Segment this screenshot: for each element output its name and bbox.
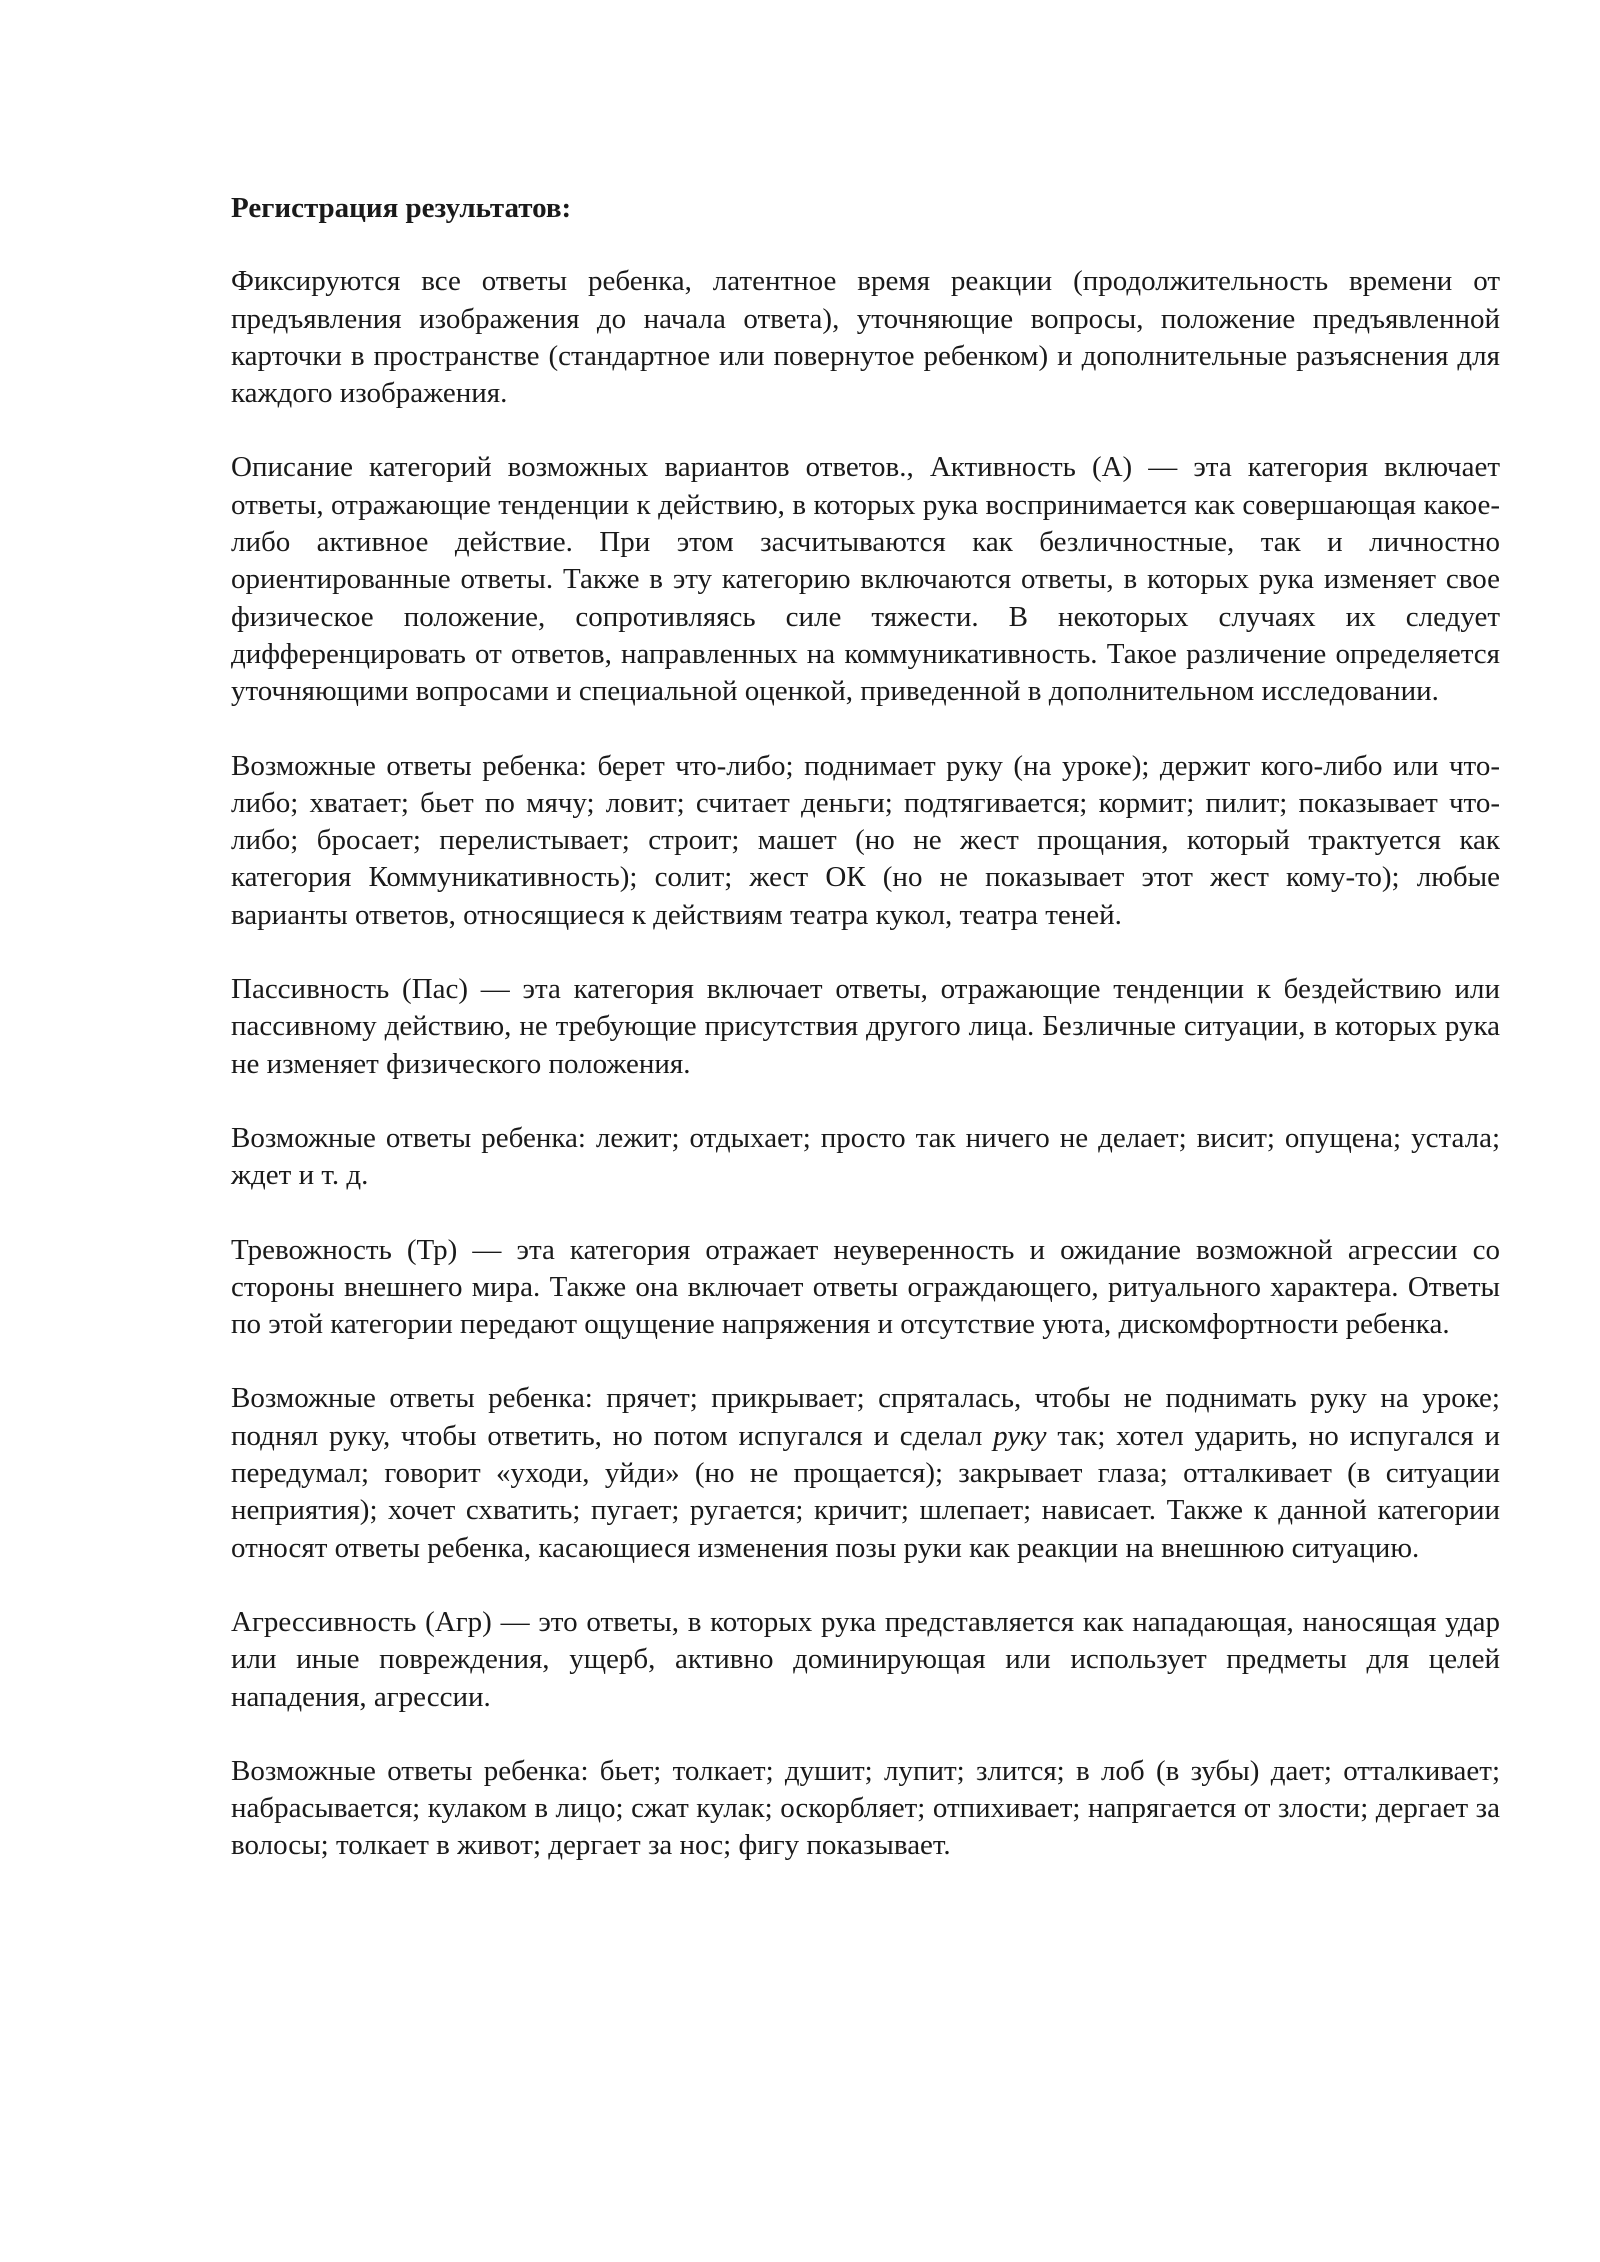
anxiety-examples-text-start: Возможные ответы ребенка: прячет; прикрывает; спряталась, чтобы не поднимать руку на уроке; поднял руку, чтобы ответить, но потом испугался и сделал <box>231 1382 1500 1452</box>
anxiety-examples-italic-word: руку <box>993 1419 1047 1452</box>
document-page <box>231 190 1500 1865</box>
anxiety-examples-text-end: так; хотел ударить, но испугался и передумал; говорит «уходи, уйди» (но не прощается); закрывает глаза; отталкивает (в ситуации неприятия); хочет схватить; пугает; ругается; кричит; шлепает; нависает. Также к данной категории относят ответы ребенка, касающиеся изменения позы руки как реакции на внешнюю ситуацию. <box>231 1419 1500 1564</box>
paragraph-passivity-examples: Возможные ответы ребенка: лежит; отдыхает; просто так ничего не делает; висит; опущена; устала; ждет и т. д. <box>231 1121 1500 1192</box>
paragraph-anxiety: Тревожность (Тр) — эта категория отражает неуверенность и ожидание возможной агрессии со стороны внешнего мира. Также она включает ответы ограждающего, ритуального характера. Ответы по этой категории передают ощущение напряжения и отсутствие уюта, дискомфортности ребенка. <box>231 1233 1500 1341</box>
paragraph-activity: Описание категорий возможных вариантов ответов., Активность (А) — эта категория включает ответы, отражающие тенденции к действию, в которых рука воспринимается как совершающая какое-либо активное действие. При этом засчитываются как безличностные, так и личностно ориентированные ответы. Также в эту категорию включаются ответы, в которых рука изменяет свое физическое положение, сопротивляясь силе тяжести. В некоторых случаях их следует дифференцировать от ответов, направленных на коммуникативность. Такое различение определяется уточняющими вопросами и специальной оценкой, приведенной в дополнительном исследовании. <box>231 451 1500 708</box>
section-heading: Регистрация результатов: <box>231 192 572 224</box>
paragraph-activity-examples: Возможные ответы ребенка: берет что-либо; поднимает руку (на уроке); держит кого-либо или что-либо; хватает; бьет по мячу; ловит; считает деньги; подтягивается; кормит; пилит; показывает что-либо; бросает; перелистывает; строит; машет (но не жест прощания, который трактуется как категория Коммуникативность); солит; жест ОК (но не показывает этот жест кому-то); любые варианты ответов, относящиеся к действиям театра кукол, театра теней. <box>231 749 1500 931</box>
paragraph-anxiety-examples <box>231 1380 1500 1566</box>
paragraph-recording: Фиксируются все ответы ребенка, латентное время реакции (продолжительность времени от предъявления изображения до начала ответа), уточняющие вопросы, положение предъявленной карточки в пространстве (стандартное или повернутое ребенком) и дополнительные разъяснения для каждого изображения. <box>231 265 1500 410</box>
paragraph-aggression-examples: Возможные ответы ребенка: бьет; толкает; душит; лупит; злится; в лоб (в зубы) дает; отталкивает; набрасывается; кулаком в лицо; сжат кулак; оскорбляет; отпихивает; напрягается от злости; дергает за волосы; толкает в живот; дергает за нос; фигу показывает. <box>231 1754 1500 1862</box>
paragraph-passivity: Пассивность (Пас) — эта категория включает ответы, отражающие тенденции к бездействию или пассивному действию, не требующие присутствия другого лица. Безличные ситуации, в которых рука не изменяет физического положения. <box>231 973 1500 1080</box>
paragraph-aggression: Агрессивность (Агр) — это ответы, в которых рука представляется как нападающая, наносящая удар или иные повреждения, ущерб, активно доминирующая или использует предметы для целей нападения, агрессии. <box>231 1605 1500 1713</box>
